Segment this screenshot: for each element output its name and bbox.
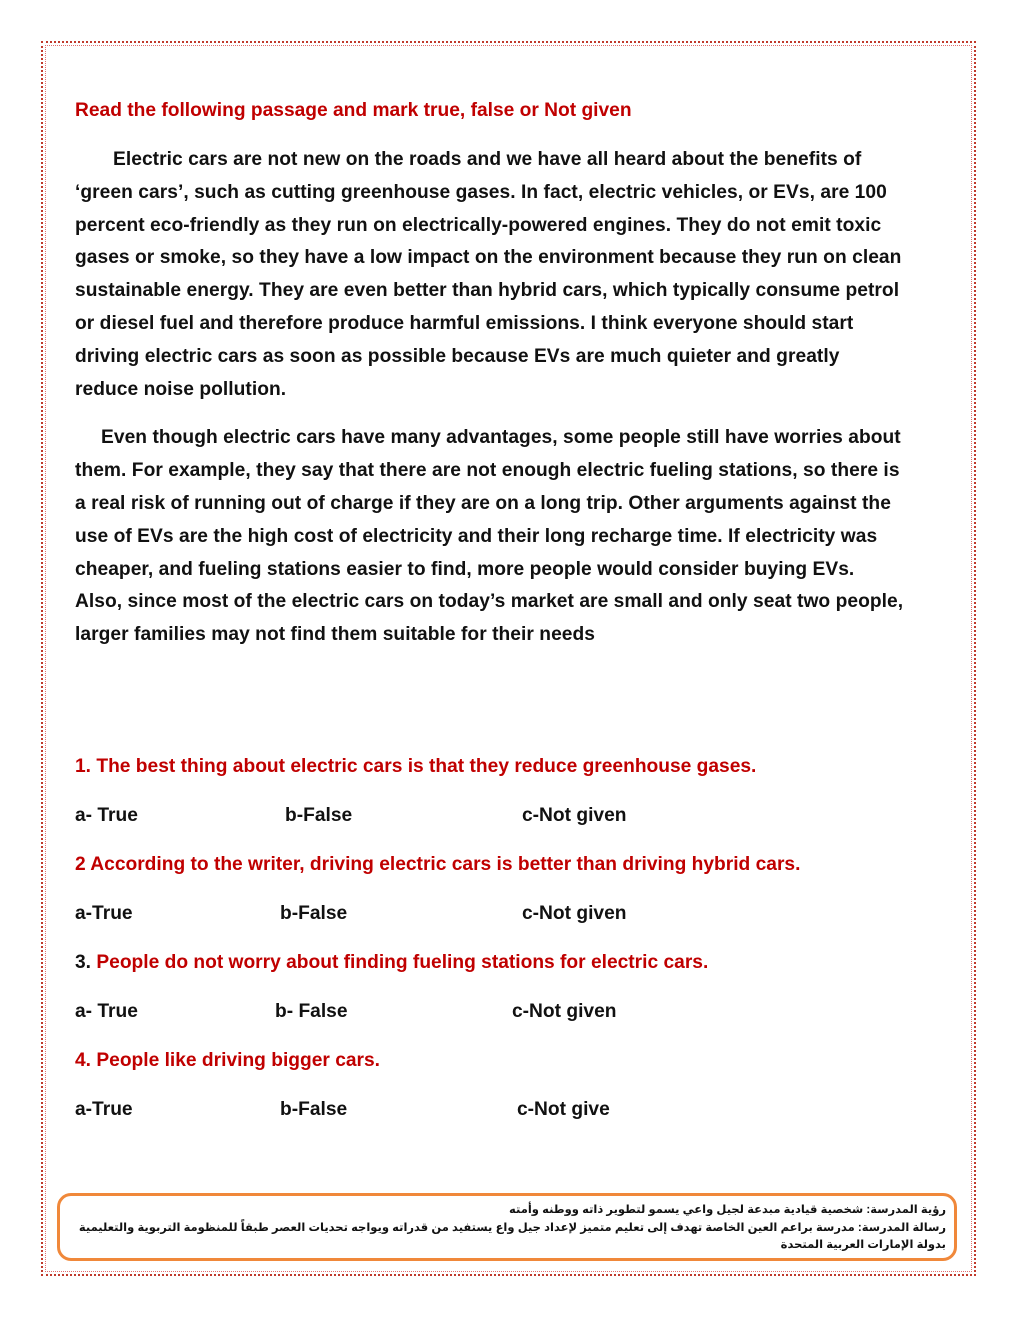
question-3-option-c[interactable]: c-Not given xyxy=(512,1001,617,1022)
school-vision: رؤية المدرسة: شخصية قيادية مبدعة لجيل واعي يسمو لتطوير ذاته ووطنه وأمته xyxy=(509,1204,946,1216)
question-4-option-a[interactable]: a-True xyxy=(75,1099,133,1120)
questions-section xyxy=(75,752,935,1144)
question-2-option-c[interactable]: c-Not given xyxy=(522,903,627,924)
question-4-options xyxy=(75,1095,935,1125)
question-2-options xyxy=(75,899,935,929)
question-3 xyxy=(75,948,935,978)
question-3-number: 3. xyxy=(75,952,92,973)
question-1-number: 1. xyxy=(75,756,92,777)
question-1-option-c[interactable]: c-Not given xyxy=(522,805,627,826)
question-3-options xyxy=(75,997,935,1027)
question-4-option-c[interactable]: c-Not give xyxy=(517,1099,610,1120)
question-2-option-a[interactable]: a-True xyxy=(75,903,133,924)
question-4-text: People like driving bigger cars. xyxy=(96,1050,381,1071)
question-2 xyxy=(75,850,935,880)
question-1-option-a[interactable]: a- True xyxy=(75,805,138,826)
school-mission: رسالة المدرسة: مدرسة براعم العين الخاصة تهدف إلى تعليم متميز لإعداد جيل واع يستفيد من قدراته ويواجه تحديات العصر طبقاً للمنظومة التربوية والتعليمية بدولة الإمارات العربية المتحدة xyxy=(78,1221,946,1251)
question-4-option-b[interactable]: b-False xyxy=(280,1099,348,1120)
question-1-option-b[interactable]: b-False xyxy=(285,805,353,826)
question-1-options xyxy=(75,801,935,831)
question-1-text: The best thing about electric cars is that they reduce greenhouse gases. xyxy=(96,756,757,777)
question-4 xyxy=(75,1046,935,1076)
passage-paragraph-2: Even though electric cars have many advantages, some people still have worries about them. For example, they say that there are not enough electric fueling stations, so there is a real risk of running out of charge if they are on a long trip. Other arguments against the use of EVs are the high cost of electricity and their long recharge time. If electricity was cheaper, and fueling stations easier to find, more people would consider buying EVs. Also, since most of the electric cars on today’s market are small and only seat two people, larger families may not find them suitable for their needs xyxy=(75,427,904,646)
question-2-text: According to the writer, driving electric cars is better than driving hybrid cars. xyxy=(90,854,801,875)
question-2-option-b[interactable]: b-False xyxy=(280,903,348,924)
school-footer-box xyxy=(57,1193,957,1261)
question-3-option-b[interactable]: b- False xyxy=(275,1001,348,1022)
passage-paragraph-1: Electric cars are not new on the roads and we have all heard about the benefits of ‘green cars’, such as cutting greenhouse gases. In fact, electric vehicles, or EVs, are 100 percent eco-friendly as they run on electrically-powered engines. They do not emit toxic gases or smoke, so they have a low impact on the environment because they run on clean sustainable energy. They are even better than hybrid cars, which typically consume petrol or diesel fuel and therefore produce harmful emissions. I think everyone should start driving electric cars as soon as possible because EVs are much quieter and greatly reduce noise pollution. xyxy=(75,149,902,400)
question-2-number: 2 xyxy=(75,854,86,875)
question-1 xyxy=(75,752,935,782)
question-3-text: People do not worry about finding fueling stations for electric cars. xyxy=(96,952,709,973)
document-body xyxy=(75,96,905,652)
question-4-number: 4. xyxy=(75,1050,92,1071)
instruction-heading: Read the following passage and mark true, false or Not given xyxy=(75,100,632,121)
question-3-option-a[interactable]: a- True xyxy=(75,1001,138,1022)
